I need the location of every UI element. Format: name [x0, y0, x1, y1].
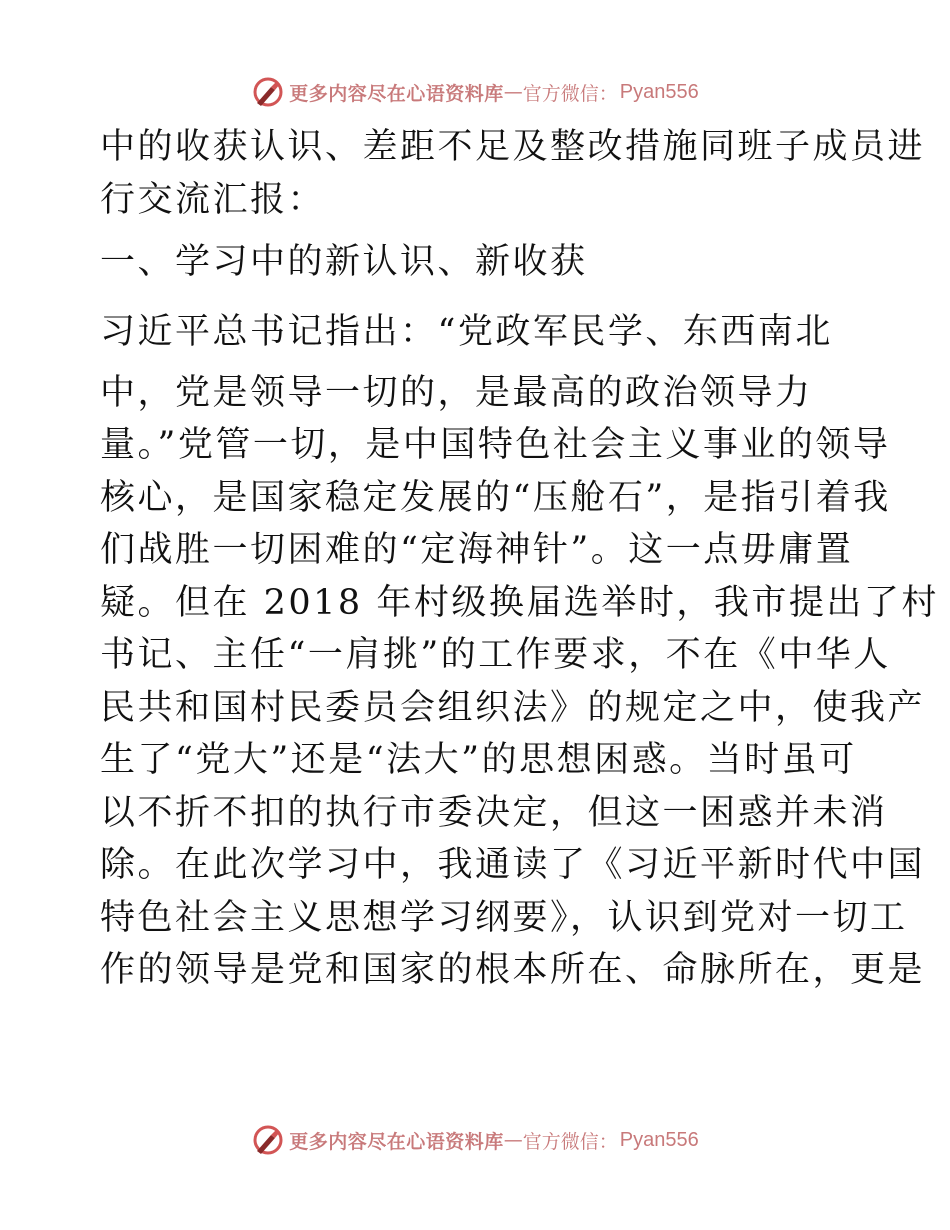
text-line: 量。”党管一切，是中国特色社会主义事业的领导: [100, 425, 891, 465]
banner-separator: —: [503, 81, 523, 103]
text-line: 作的领导是党和国家的根本所在、命脉所在，更是: [100, 950, 926, 990]
banner-brand-text: 更多内容尽在心语资料库: [289, 82, 504, 105]
section-heading: 一、学习中的新认识、新收获: [100, 241, 588, 282]
text-line: 习近平总书记指出：“党政军民学、东西南北: [100, 311, 833, 352]
pen-logo-icon: [251, 1123, 285, 1157]
text-line: 行交流汇报：: [100, 180, 326, 220]
banner-separator: —: [503, 1129, 523, 1151]
banner-wechat-id: Pyan556: [619, 80, 699, 103]
footer-watermark-banner: [0, 1120, 950, 1160]
text-line: 核心，是国家稳定发展的“压舱石”，是指引着我: [100, 477, 891, 518]
header-watermark-banner: [0, 72, 950, 112]
text-line: 特色社会主义思想学习纲要》，认识到党对一切工: [100, 897, 908, 938]
text-line: 以不折不扣的执行市委决定，但这一困惑并未消: [100, 792, 888, 833]
text-line: 中，党是领导一切的，是最高的政治领导力: [100, 372, 813, 413]
pen-logo-icon: [251, 75, 285, 109]
text-line: 疑。但在 2018 年村级换届选举时，我市提出了村: [100, 582, 939, 623]
text-line: 民共和国村民委员会组织法》的规定之中，使我产: [100, 687, 926, 728]
text-line: 们战胜一切困难的“定海神针”。这一点毋庸置: [100, 530, 854, 570]
banner-wechat-label: 官方微信：: [522, 82, 618, 105]
banner-brand-text: 更多内容尽在心语资料库: [289, 1130, 504, 1153]
text-line: 书记、主任“一肩挑”的工作要求，不在《中华人: [100, 635, 891, 675]
banner-wechat-id: Pyan556: [619, 1128, 699, 1151]
text-line: 中的收获认识、差距不足及整改措施同班子成员进: [100, 127, 926, 167]
document-body: [100, 120, 939, 997]
banner-wechat-label: 官方微信：: [522, 1130, 618, 1153]
text-line: 生了“党大”还是“法大”的思想困惑。当时虽可: [100, 740, 857, 780]
text-line: 除。在此次学习中，我通读了《习近平新时代中国: [100, 845, 926, 885]
